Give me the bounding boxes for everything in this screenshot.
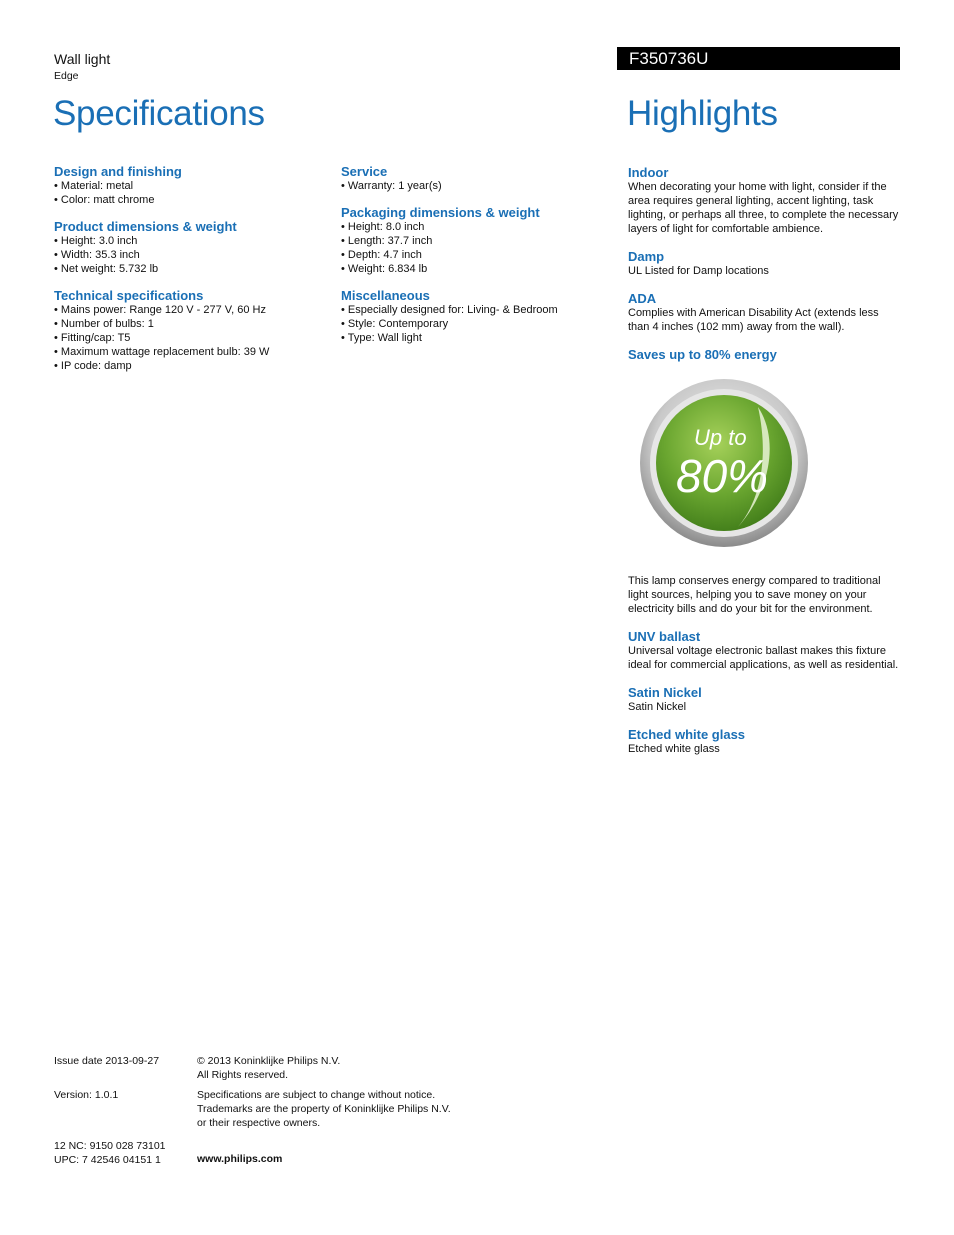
list-item: • Number of bulbs: 1 bbox=[54, 317, 324, 331]
highlight-satin bbox=[628, 685, 903, 714]
satin-title: Satin Nickel bbox=[628, 685, 702, 700]
glass-text: Etched white glass bbox=[628, 743, 720, 755]
misc-list bbox=[341, 303, 611, 345]
product-name: Edge bbox=[54, 70, 79, 82]
indoor-title: Indoor bbox=[628, 165, 669, 180]
upc-code: UPC: 7 42546 04151 1 bbox=[54, 1154, 161, 1166]
list-item: • Color: matt chrome bbox=[54, 193, 324, 207]
unv-text: Universal voltage electronic ballast makes this fixture ideal for commercial applications, as well as residential. bbox=[628, 645, 899, 671]
packaging-section-title: Packaging dimensions & weight bbox=[341, 205, 540, 220]
list-item: • Especially designed for: Living- & Bedroom bbox=[341, 303, 611, 317]
service-section-title: Service bbox=[341, 164, 388, 179]
energy-text: This lamp conserves energy compared to traditional light sources, helping you to save money on your electricity bills and do your bit for the environment. bbox=[628, 575, 881, 615]
list-item: • Style: Contemporary bbox=[341, 317, 611, 331]
highlight-glass bbox=[628, 727, 903, 756]
list-item: • IP code: damp bbox=[54, 359, 324, 373]
list-item: • Fitting/cap: T5 bbox=[54, 331, 324, 345]
list-item: • Warranty: 1 year(s) bbox=[341, 179, 611, 193]
rights: All Rights reserved. bbox=[197, 1069, 289, 1081]
list-item: • Weight: 6.834 lb bbox=[341, 262, 611, 276]
damp-title: Damp bbox=[628, 249, 665, 264]
energy-title: Saves up to 80% energy bbox=[628, 347, 777, 362]
copyright: © 2013 Koninklijke Philips N.V. bbox=[197, 1055, 341, 1067]
highlight-ada bbox=[628, 291, 903, 334]
highlight-energy bbox=[628, 347, 903, 616]
highlight-unv bbox=[628, 629, 903, 672]
issue-date: Issue date 2013-09-27 bbox=[54, 1055, 160, 1067]
copyright-block bbox=[197, 1054, 497, 1082]
list-item: • Width: 35.3 inch bbox=[54, 248, 324, 262]
technical-list bbox=[54, 303, 324, 373]
highlights-title: Highlights bbox=[627, 94, 778, 133]
list-item: • Net weight: 5.732 lb bbox=[54, 262, 324, 276]
dimensions-list bbox=[54, 234, 324, 276]
misc-section-title: Miscellaneous bbox=[341, 288, 430, 303]
list-item: • Depth: 4.7 inch bbox=[341, 248, 611, 262]
specs-column-left bbox=[54, 164, 324, 385]
unv-title: UNV ballast bbox=[628, 629, 701, 644]
highlight-damp bbox=[628, 249, 903, 278]
energy-badge-icon bbox=[638, 377, 813, 552]
model-number-bar: F350736U bbox=[617, 47, 900, 70]
notice-line: Specifications are subject to change without notice. bbox=[197, 1089, 436, 1101]
notice-block bbox=[197, 1088, 497, 1130]
glass-title: Etched white glass bbox=[628, 727, 746, 742]
design-list bbox=[54, 179, 324, 207]
ada-text: Complies with American Disability Act (extends less than 4 inches (102 mm) away from the wall). bbox=[628, 307, 879, 333]
badge-value: 80% bbox=[676, 450, 769, 502]
codes-block bbox=[54, 1139, 166, 1167]
list-item: • Length: 37.7 inch bbox=[341, 234, 611, 248]
list-item: • Material: metal bbox=[54, 179, 324, 193]
energy-badge bbox=[638, 377, 813, 552]
specs-column-middle bbox=[341, 164, 611, 357]
nc-code: 12 NC: 9150 028 73101 bbox=[54, 1140, 166, 1152]
indoor-text: When decorating your home with light, consider if the area requires general lighting, accent lighting, task lighting, or perhaps all three, to complete the necessary layers of light for comfortable ambience. bbox=[628, 181, 899, 235]
notice-line: Trademarks are the property of Koninklijke Philips N.V. bbox=[197, 1103, 451, 1115]
ada-title: ADA bbox=[628, 291, 657, 306]
list-item: • Type: Wall light bbox=[341, 331, 611, 345]
list-item: • Height: 3.0 inch bbox=[54, 234, 324, 248]
packaging-list bbox=[341, 220, 611, 276]
list-item: • Mains power: Range 120 V - 277 V, 60 Hz bbox=[54, 303, 324, 317]
version: Version: 1.0.1 bbox=[54, 1089, 119, 1101]
product-type: Wall light bbox=[54, 51, 111, 67]
service-list bbox=[341, 179, 611, 193]
satin-text: Satin Nickel bbox=[628, 701, 687, 713]
list-item: • Maximum wattage replacement bulb: 39 W bbox=[54, 345, 324, 359]
dimensions-section-title: Product dimensions & weight bbox=[54, 219, 237, 234]
highlight-indoor bbox=[628, 165, 903, 236]
design-section-title: Design and finishing bbox=[54, 164, 182, 179]
highlights-column bbox=[628, 165, 903, 769]
notice-line: or their respective owners. bbox=[197, 1117, 321, 1129]
website-link[interactable]: www.philips.com bbox=[197, 1153, 283, 1165]
badge-up-to: Up to bbox=[694, 425, 747, 450]
damp-text: UL Listed for Damp locations bbox=[628, 265, 769, 277]
list-item: • Height: 8.0 inch bbox=[341, 220, 611, 234]
specifications-title: Specifications bbox=[53, 94, 265, 133]
technical-section-title: Technical specifications bbox=[54, 288, 204, 303]
